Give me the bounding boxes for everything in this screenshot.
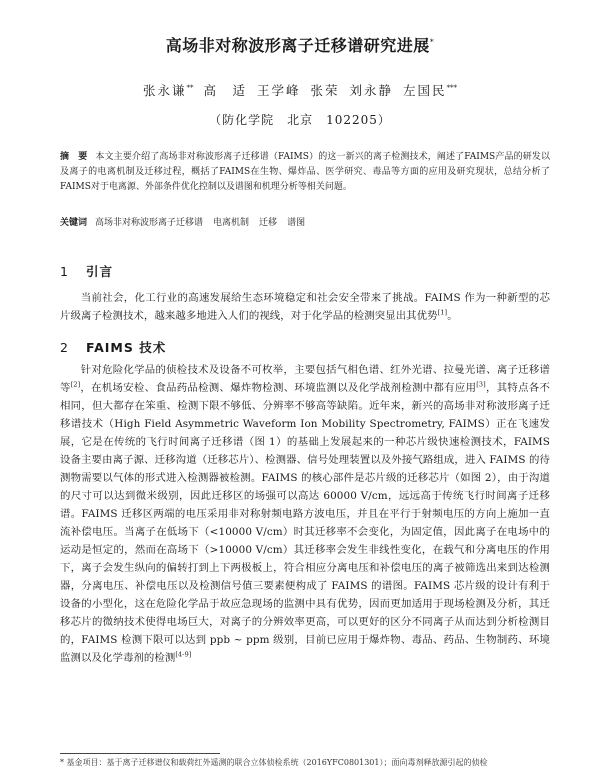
keywords [60,216,550,231]
section-heading-faims [60,338,166,356]
paragraph-end: 。 [447,310,458,322]
citation: [1] [437,308,448,317]
section-faims-paragraph [60,361,550,667]
author-mark: *** [446,83,457,92]
keyword: 高场非对称波形离子迁移谱 [95,218,204,228]
paragraph-text: 当前社会，化工行业的高速发展给生态环境稳定和社会安全带来了挑战。FAIMS 作为一种新型的芯片级离子检测技术，越来越多地进入人们的视线，对于化学品的检测突显出其优势 [60,292,550,322]
paragraph-text: ，其特点各不相同，但大都存在笨重、检测下限不够低、分辨率不够高等缺陷。近年来，新兴的高场非对称波形离子迁移谱技术（High Field Asymmetric Waveform Ion Mobility Spectrometry, FAIMS）正在飞速发展，它是在传统的飞行时间离子迁移谱（图 1）的基础上发展起来的一种芯片级快速检测技术，FAIMS 设备主要由离子源、迁移沟道（迁移芯片）、检测器、信号处理装置以及外接气路组成，进入 FAIMS 的待测物需要以气体的形式进入检测器被检测。FAIMS 的核心部件是芯片级的迁移芯片（如图 2），由于沟道的尺寸可以达到微米级别，因此迁移区的场强可以高达 60000 V/cm，远远高于传统飞行时间离子迁移谱。FAIMS 迁移区两端的电压采用非对称射频电路方波电压，并且在平行于射频电压的方向上施加一直流补偿电压。当离子在低场下（<10000 V/cm）时其迁移率不会变化，为固定值，因此离子在电场中的运动是恒定的，然而在高场下（>10000 V/cm）其迁移率会发生非线性变化，在载气和分离电压的作用下，离子会发生纵向的偏转打到上下两极板上，符合相应分离电压和补偿电压的离子被筛选出来到达检测器，分离电压、补偿电压以及检测信号值三要素便构成了 FAIMS 的谱图。FAIMS 芯片级的设计有利于设备的小型化，这在危险化学品于故应急现场的监测中具有优势，因而更加适用于现场检测及分析，其迁移芯片的微纳技术使得电场巨大，对离子的分辨效率更高，可以更好的区分不同离子从而达到分析检测目的，FAIMS 检测下限可以达到 ppb ~ ppm 级别，目前已应用于爆炸物、毒品、药品、生物制药、环境监测以及化学毒剂的检测 [60,382,550,664]
paragraph-text: ，在机场安检、食品药品检测、爆炸物检测、环境监测以及化学战剂检测中都有应用 [80,382,477,394]
keyword: 谱图 [287,218,306,228]
footnote-divider [60,753,220,754]
citation: [3] [476,380,486,389]
abstract-text: 本文主要介绍了高场非对称波形离子迁移谱（FAIMS）的这一新兴的离子检测技术，阐述了FAIMS产品的研发以及离子的电离机制及迁移过程，概括了FAIMS在生物、爆炸品、医学研究、毒品等方面的应用及研究现状，总结分析了FAIMS对于电离源、外部条件优化控制以及谱图和机理分析等相关问题。 [60,152,550,192]
paragraph-text: 针对危险化学品的侦检技术及设备不可枚举，主要包括气相色谱、红外光谱、拉曼光谱、离子迁移谱等 [60,364,550,394]
keyword: 电离机制 [213,218,250,228]
section-number: 1 [60,264,69,279]
author: 高 适 [203,83,247,98]
author: 王学峰 [256,83,301,98]
author-list [0,81,600,99]
keyword: 迁移 [259,218,278,228]
author: 刘永静 [349,83,393,98]
section-heading-intro [60,262,113,280]
citation: [2] [70,380,81,389]
affiliation: （防化学院 北京 102205） [209,113,391,127]
paper-title [0,33,600,56]
keywords-label: 关键词 [60,218,88,228]
abstract [60,150,550,195]
author: 张荣 [310,83,340,98]
section-number: 2 [60,340,69,355]
section-title: FAIMS 技术 [86,340,167,355]
abstract-label: 摘 要 [60,152,88,162]
section-title: 引言 [86,264,114,279]
section-intro-paragraph [60,289,550,325]
paper-title-text: 高场非对称波形离子迁移谱研究进展 [165,36,430,55]
author: 张永谦 [142,83,187,98]
author: 左国民 [402,83,447,98]
citation: [4-9] [175,650,192,659]
footnote: * 基金项目：基于离子迁移谱仪和载荷红外遥测的联合立体侦检系统（2016YFC0801301）；面向毒剂释放源引起的侦检 [60,758,488,767]
author-mark: ** [186,83,194,92]
title-footnote-mark: * [429,37,435,47]
